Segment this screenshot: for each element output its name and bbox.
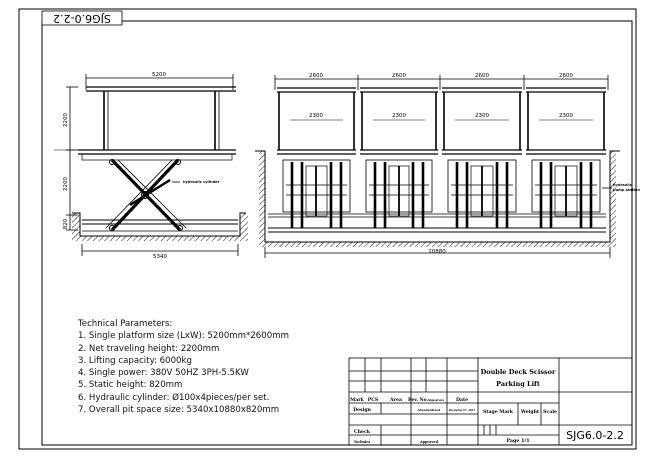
dim-bay4-outer: 2600	[559, 73, 573, 79]
parameter-item: 3. Lifting capacity: 6000kg	[78, 355, 192, 366]
tb-signature: Signature	[427, 398, 445, 402]
dim-height-bottom: 2200	[63, 177, 69, 191]
title-line-2: Parking Lift	[496, 380, 540, 388]
tb-approved: Approved	[420, 440, 438, 444]
tb-area: Area	[390, 398, 402, 403]
tb-technics: Technics	[353, 440, 371, 444]
dim-platform-length: 5200	[152, 72, 166, 78]
parameter-item: 2. Net traveling height: 2200mm	[78, 343, 220, 354]
dim-bay3-outer: 2600	[475, 73, 489, 79]
parameter-item: 4. Single power: 380V 50HZ 3PH-5.5KW	[78, 368, 249, 379]
dim-pit-width: 10880	[428, 249, 446, 255]
parameters-heading: Technical Parameters:	[78, 319, 173, 329]
dim-bay3-inner: 2300	[475, 113, 489, 119]
bay-2	[360, 88, 438, 228]
dim-bay2-outer: 2600	[392, 73, 406, 79]
dim-pit-length: 5340	[153, 254, 167, 260]
dim-bay1-outer: 2600	[309, 73, 323, 79]
bay-1	[277, 88, 356, 228]
tb-pcs: PCS	[367, 398, 379, 403]
tb-check: Check	[354, 430, 370, 435]
label-pump-2: pump station	[613, 188, 640, 192]
tb-stage-mark: Stage Mark	[483, 410, 513, 415]
tb-mark: Mark	[350, 398, 364, 403]
tb-weight: Weight	[520, 410, 540, 415]
dim-bay1-inner: 2300	[309, 113, 323, 119]
tb-design: Design	[353, 408, 371, 413]
tb-date: Date	[455, 398, 469, 403]
title-line-1: Double Deck Scissor	[480, 368, 556, 376]
parameter-item: 1. Single platform size (LxW): 5200mm*2600mm	[78, 331, 289, 342]
dim-height-top: 2200	[63, 113, 69, 127]
side-view	[54, 74, 248, 256]
parameter-item: 5. Static height: 820mm	[78, 380, 183, 391]
dim-pit-depth: 820	[63, 218, 69, 230]
label-hydraulic-cylinder: hydraulic cylinder	[183, 180, 220, 184]
tb-date-value: December 07, 2021	[448, 409, 476, 412]
tb-page: Page 1/1	[506, 438, 530, 444]
drawing-code-rotated: SJG6.0-2.2	[53, 12, 111, 25]
parameter-item: 7. Overall pit space size: 5340x10880x820mm	[78, 405, 280, 416]
bay-4	[526, 88, 606, 228]
tb-drawing-code: SJG6.0-2.2	[566, 429, 624, 442]
technical-parameters	[78, 318, 289, 416]
tb-rev-no: Rev. No.	[407, 398, 429, 403]
label-pump-1: hydraulic	[613, 183, 632, 187]
dim-bay4-inner: 2300	[559, 113, 573, 119]
tb-scale: Scale	[543, 410, 557, 415]
dim-bay2-inner: 2300	[392, 113, 406, 119]
bay-3	[442, 88, 522, 228]
tb-standardized: Standardized	[417, 408, 441, 412]
parameter-item: 6. Hydraulic cylinder: Ø100x4pieces/per set.	[78, 392, 270, 403]
